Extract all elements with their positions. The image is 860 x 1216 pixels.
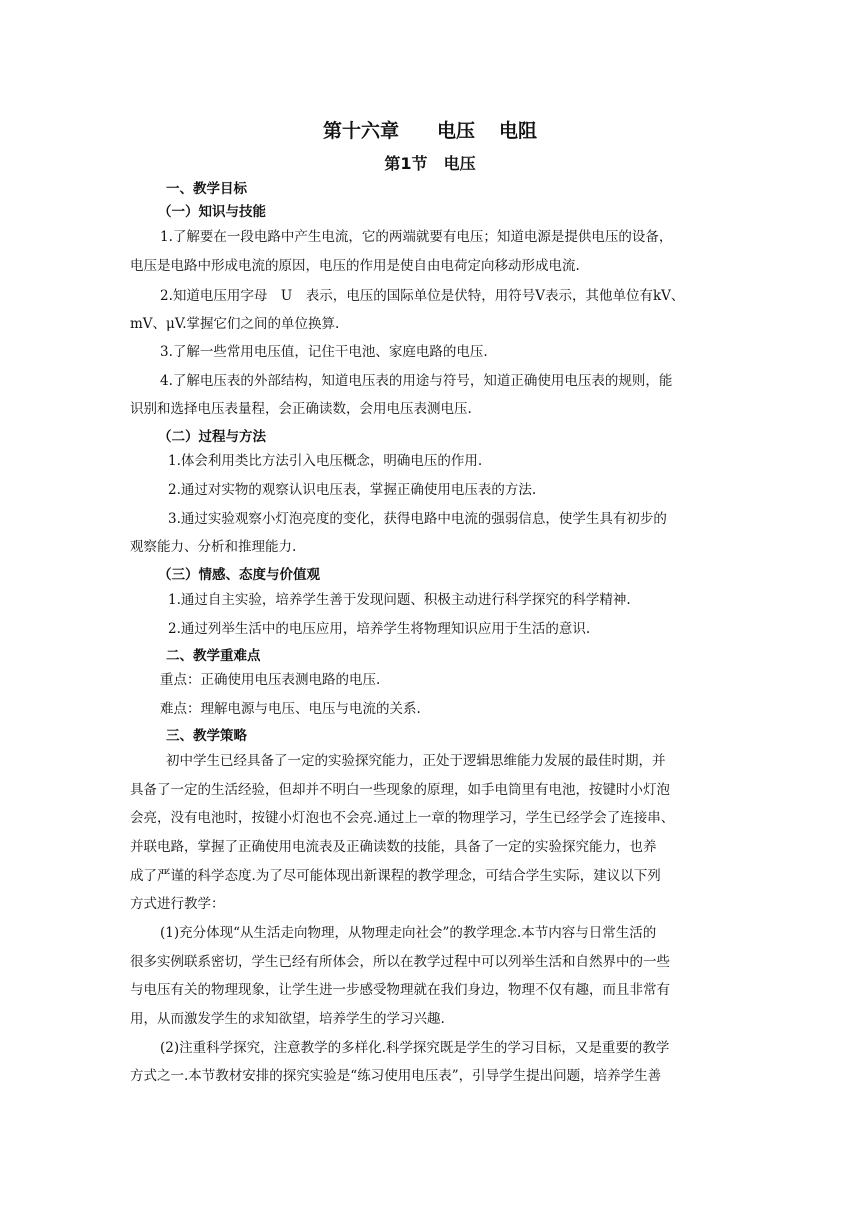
text-line: 电压是电路中形成电流的原因，电压的作用是使自由电荷定向移动形成电流.	[130, 258, 580, 274]
text-line: 识别和选择电压表量程，会正确读数，会用电压表测电压.	[130, 401, 472, 417]
text-line: 难点：理解电源与电压、电压与电流的关系.	[160, 701, 421, 717]
text-line: 4.了解电压表的外部结构，知道电压表的用途与符号，知道正确使用电压表的规则，能	[160, 373, 673, 389]
section-title: 第1节 电压	[384, 154, 476, 173]
text-line: 2.知道电压用字母 U 表示，电压的国际单位是伏特，用符号V表示，其他单位有kV、	[160, 288, 685, 304]
text-line: 重点：正确使用电压表测电路的电压.	[160, 672, 381, 688]
heading-process-methods: （二）过程与方法	[158, 429, 266, 445]
heading-knowledge-skills: （一）知识与技能	[158, 204, 266, 220]
text-line: 用，从而激发学生的求知欲望，培养学生的学习兴趣.	[130, 1011, 445, 1027]
text-line: 初中学生已经具备了一定的实验探究能力，正处于逻辑思维能力发展的最佳时期，并	[166, 753, 666, 769]
heading-emotion-attitude: （三）情感、态度与价值观	[158, 567, 320, 583]
text-line: 方式进行教学：	[130, 896, 225, 912]
text-line: (2)注重科学探究，注意教学的多样化.科学探究既是学生的学习目标，又是重要的教学	[160, 1040, 670, 1056]
text-line: 2.通过对实物的观察认识电压表，掌握正确使用电压表的方法.	[168, 482, 537, 498]
chapter-title: 第十六章 电压 电阻	[322, 120, 538, 142]
text-line: 3.了解一些常用电压值，记住干电池、家庭电路的电压.	[160, 344, 488, 360]
text-line: 1.体会利用类比方法引入电压概念，明确电压的作用.	[168, 453, 483, 469]
text-line: 会亮，没有电池时，按键小灯泡也不会亮.通过上一章的物理学习，学生已经学会了连接串、	[130, 810, 675, 826]
text-line: 并联电路，掌握了正确使用电流表及正确读数的技能，具备了一定的实验探究能力，也养	[130, 839, 657, 855]
text-line: 成了严谨的科学态度.为了尽可能体现出新课程的教学理念，可结合学生实际，建议以下列	[130, 868, 661, 884]
heading-key-points: 二、教学重难点	[166, 648, 261, 664]
text-line: 方式之一.本节教材安排的探究实验是“练习使用电压表”，引导学生提出问题，培养学生善	[130, 1068, 662, 1084]
text-line: mV、μV.掌握它们之间的单位换算.	[130, 316, 340, 332]
text-line: 1.通过自主实验，培养学生善于发现问题、积极主动进行科学探究的科学精神.	[168, 592, 631, 608]
text-line: 很多实例联系密切，学生已经有所体会，所以在教学过程中可以列举生活和自然界中的一些	[130, 954, 670, 970]
text-line: 观察能力、分析和推理能力.	[130, 539, 297, 555]
heading-teaching-goals: 一、教学目标	[166, 181, 247, 197]
text-line: 2.通过列举生活中的电压应用，培养学生将物理知识应用于生活的意识.	[168, 621, 591, 637]
text-line: (1)充分体现“从生活走向物理，从物理走向社会”的教学理念.本节内容与日常生活的	[160, 925, 657, 941]
heading-teaching-strategy: 三、教学策略	[166, 728, 247, 744]
text-line: 与电压有关的物理现象，让学生进一步感受物理就在我们身边，物理不仅有趣，而且非常有	[130, 982, 670, 998]
text-line: 3.通过实验观察小灯泡亮度的变化，获得电路中电流的强弱信息，使学生具有初步的	[168, 511, 667, 527]
text-line: 具备了一定的生活经验，但却并不明白一些现象的原理，如手电筒里有电池，按键时小灯泡	[130, 782, 670, 798]
text-line: 1.了解要在一段电路中产生电流，它的两端就要有电压；知道电源是提供电压的设备，	[160, 229, 673, 245]
